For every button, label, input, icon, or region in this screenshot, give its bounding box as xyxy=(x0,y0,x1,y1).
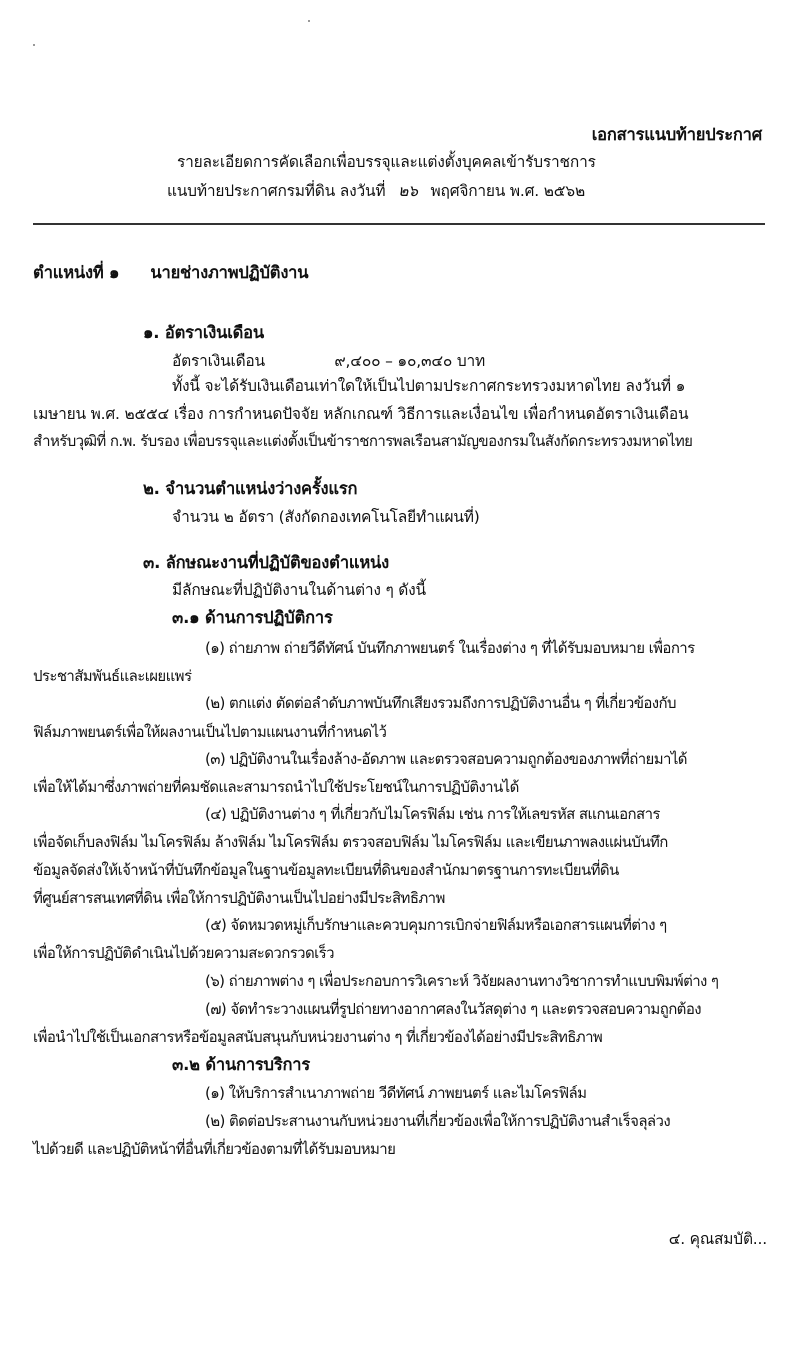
section3-1-heading: ๓.๑ ด้านการปฏิบัติการ xyxy=(172,608,333,627)
salary-range: ๙,๔๐๐ – ๑๐,๓๔๐ บาท xyxy=(334,352,486,370)
duty-item-5: (๕) จัดหมวดหมู่เก็บรักษาและควบคุมการเบิกจ่ายฟิล์มหรือเอกสารแผนที่ต่าง ๆ xyxy=(205,916,667,934)
section1-para-line2: เมษายน พ.ศ. ๒๕๕๔ เรื่อง การกำหนดปัจจัย หลักเกณฑ์ วิธีการและเงื่อนไข เพื่อกำหนดอัตราเงินเดือน xyxy=(33,405,689,423)
duty-item-3-cont: เพื่อให้ได้มาซึ่งภาพถ่ายที่คมชัดและสามารถนำไปใช้ประโยชน์ในการปฏิบัติงานได้ xyxy=(33,778,519,796)
document-title-line2 xyxy=(167,180,585,202)
duty-item-4: (๔) ปฏิบัติงานต่าง ๆ ที่เกี่ยวกับไมโครฟิล์ม เช่น การให้เลขรหัส สแกนเอกสาร xyxy=(205,805,660,823)
duty-item-4-cont: ข้อมูลจัดส่งให้เจ้าหน้าที่บันทึกข้อมูลในฐานข้อมูลทะเบียนที่ดินของสำนักมาตรฐานการทะเบียนที่ดิน xyxy=(33,861,619,879)
section1-para-line3: สำหรับวุฒิที่ ก.พ. รับรอง เพื่อบรรจุและแต่งตั้งเป็นข้าราชการพลเรือนสามัญของกรมในสังกัดกระทรวงมหาดไทย xyxy=(33,432,693,450)
section3-2-heading: ๓.๒ ด้านการบริการ xyxy=(172,1055,310,1074)
duty-item-7: (๗) จัดทำระวางแผนที่รูปถ่ายทางอากาศลงในวัสดุต่าง ๆ และตรวจสอบความถูกต้อง xyxy=(205,1000,701,1018)
title-suffix: พฤศจิกายน พ.ศ. ๒๕๖๒ xyxy=(430,182,585,200)
salary-label: อัตราเงินเดือน xyxy=(172,352,265,370)
position-label: ตำแหน่งที่ ๑ xyxy=(33,263,120,282)
position-heading xyxy=(33,262,308,284)
duty-item-1: (๑) ถ่ายภาพ ถ่ายวีดีทัศน์ บันทึกภาพยนตร์ ในเรื่องต่าง ๆ ที่ได้รับมอบหมาย เพื่อการ xyxy=(205,639,695,657)
document-title-line1: รายละเอียดการคัดเลือกเพื่อบรรจุและแต่งตั้งบุคคลเข้ารับราชการ xyxy=(177,153,596,171)
section1-para-line1: ทั้งนี้ จะได้รับเงินเดือนเท่าใดให้เป็นไปตามประกาศกระทรวงมหาดไทย ลงวันที่ ๑ xyxy=(172,377,686,395)
section2-text: จำนวน ๒ อัตรา (สังกัดกองเทคโนโลยีทำแผนที่) xyxy=(172,508,480,526)
scan-speck xyxy=(33,44,35,46)
section2-heading: ๒. จำนวนตำแหน่งว่างครั้งแรก xyxy=(143,479,358,498)
next-page-continuation: ๔. คุณสมบัติ... xyxy=(668,1230,767,1248)
header-divider xyxy=(33,223,765,225)
attachment-label: เอกสารแนบท้ายประกาศ xyxy=(591,125,762,144)
scan-speck xyxy=(308,20,310,22)
duty-item-4-cont: เพื่อจัดเก็บลงฟิล์ม ไมโครฟิล์ม ล้างฟิล์ม ไมโครฟิล์ม ตรวจสอบฟิล์ม ไมโครฟิล์ม และเขียนภาพลงแผ่นบันทึก xyxy=(33,833,668,851)
duty-item-7-cont: เพื่อนำไปใช้เป็นเอกสารหรือข้อมูลสนับสนุนกับหน่วยงานต่าง ๆ ที่เกี่ยวข้องได้อย่างมีประสิทธิภาพ xyxy=(33,1028,603,1046)
service-item-1: (๑) ให้บริการสำเนาภาพถ่าย วีดีทัศน์ ภาพยนตร์ และไมโครฟิล์ม xyxy=(205,1084,587,1102)
section3-intro: มีลักษณะที่ปฏิบัติงานในด้านต่าง ๆ ดังนี้ xyxy=(172,581,426,599)
duty-item-2-cont: ฟิล์มภาพยนตร์เพื่อให้ผลงานเป็นไปตามแผนงานที่กำหนดไว้ xyxy=(33,723,387,741)
title-date-day: ๒๖ xyxy=(398,182,418,200)
section1-heading: ๑. อัตราเงินเดือน xyxy=(143,323,264,342)
duty-item-3: (๓) ปฏิบัติงานในเรื่องล้าง-อัดภาพ และตรวจสอบความถูกต้องของภาพที่ถ่ายมาได้ xyxy=(205,750,687,768)
duty-item-6: (๖) ถ่ายภาพต่าง ๆ เพื่อประกอบการวิเคราะห์ วิจัยผลงานทางวิชาการทำแบบพิมพ์ต่าง ๆ xyxy=(205,972,719,990)
duty-item-2: (๒) ตกแต่ง ตัดต่อลำดับภาพบันทึกเสียงรวมถึงการปฏิบัติงานอื่น ๆ ที่เกี่ยวข้องกับ xyxy=(205,694,676,712)
service-item-2-cont: ไปด้วยดี และปฏิบัติหน้าที่อื่นที่เกี่ยวข้องตามที่ได้รับมอบหมาย xyxy=(33,1140,396,1158)
duty-item-1-cont: ประชาสัมพันธ์และเผยแพร่ xyxy=(33,667,192,685)
position-name: นายช่างภาพปฏิบัติงาน xyxy=(150,263,309,282)
title-prefix: แนบท้ายประกาศกรมที่ดิน ลงวันที่ xyxy=(167,182,386,200)
service-item-2: (๒) ติดต่อประสานงานกับหน่วยงานที่เกี่ยวข้องเพื่อให้การปฏิบัติงานสำเร็จลุล่วง xyxy=(205,1112,671,1130)
salary-row xyxy=(172,350,485,372)
duty-item-5-cont: เพื่อให้การปฏิบัติดำเนินไปด้วยความสะดวกรวดเร็ว xyxy=(33,944,334,962)
section3-heading: ๓. ลักษณะงานที่ปฏิบัติของตำแหน่ง xyxy=(143,553,389,572)
duty-item-4-cont: ที่ศูนย์สารสนเทศที่ดิน เพื่อให้การปฏิบัติงานเป็นไปอย่างมีประสิทธิภาพ xyxy=(33,889,445,907)
